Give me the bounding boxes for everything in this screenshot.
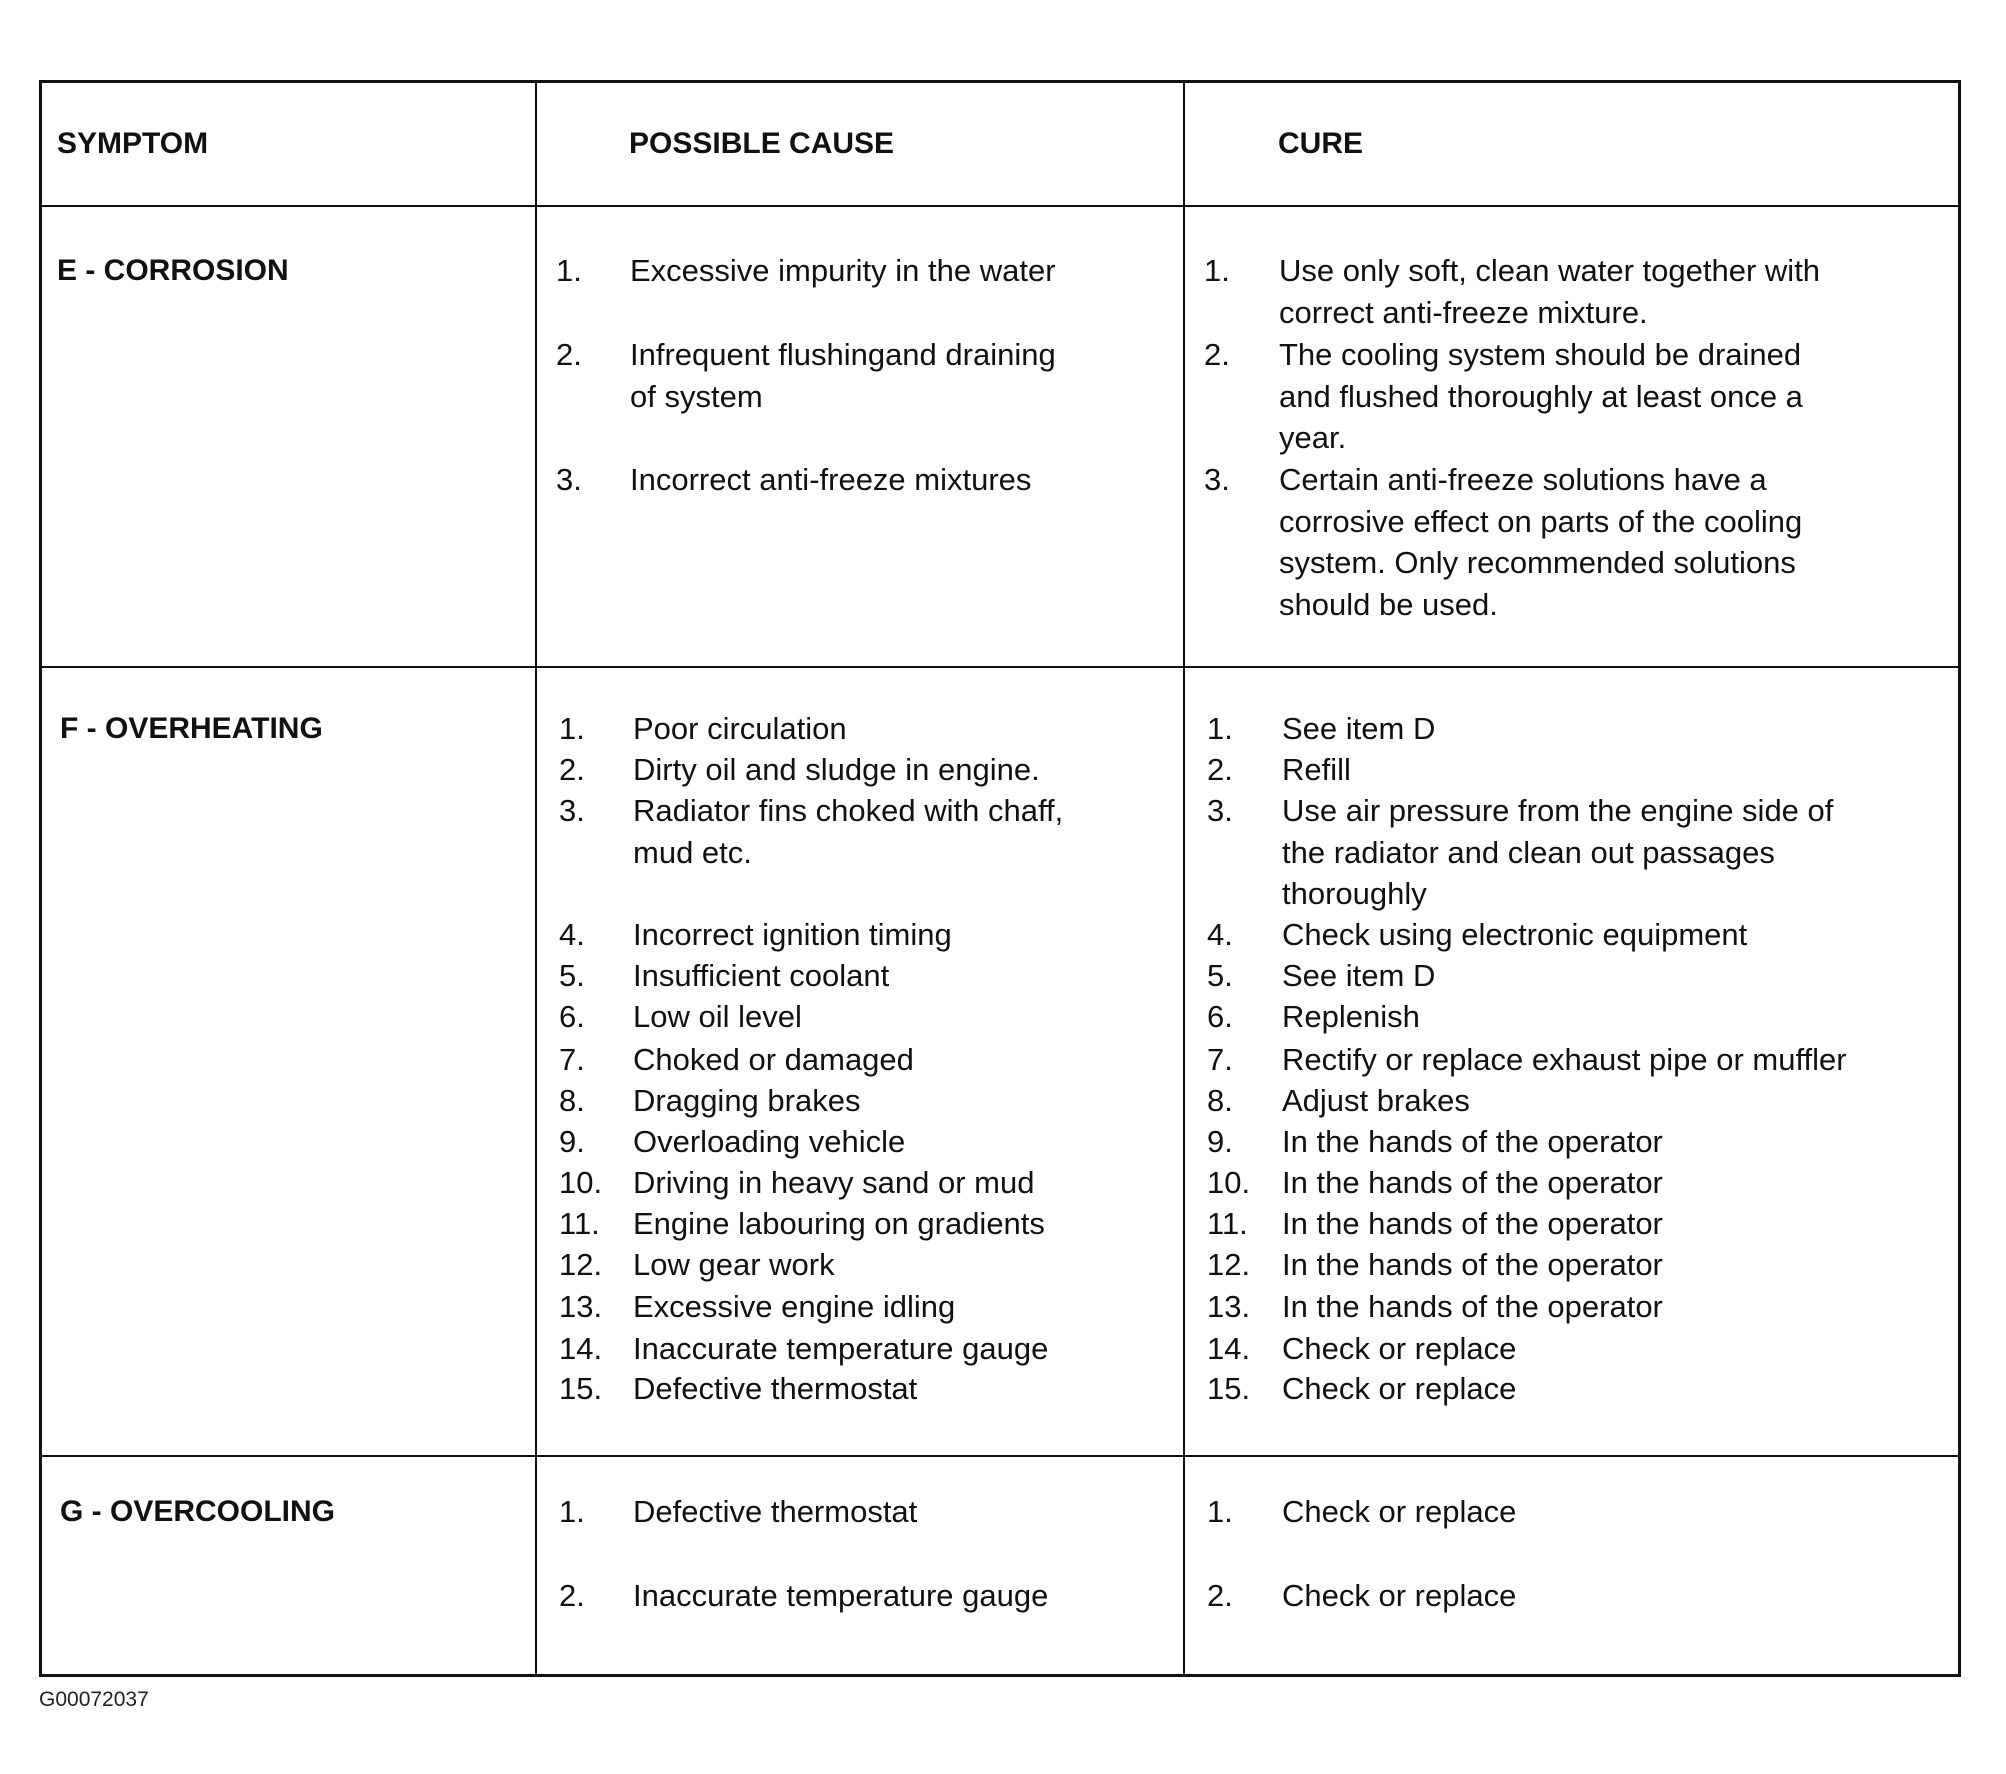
cause-number: 9. — [559, 1124, 585, 1159]
cure-text: Certain anti-freeze solutions have a corrosive effect on parts of the cooling system. Only recommended solutions should be used. — [1279, 462, 1803, 622]
cure-text: Rectify or replace exhaust pipe or muffler — [1282, 1042, 1847, 1077]
cause-text: Dirty oil and sludge in engine. — [633, 752, 1040, 787]
cause-number: 8. — [559, 1083, 585, 1118]
symptom-label: F - OVERHEATING — [60, 712, 323, 745]
cure-number: 3. — [1204, 462, 1230, 497]
cause-text: Incorrect ignition timing — [633, 917, 952, 952]
row-divider — [39, 205, 1961, 207]
cure-number: 2. — [1207, 752, 1233, 787]
cause-text: Overloading vehicle — [633, 1124, 906, 1159]
cure-number: 13. — [1207, 1289, 1251, 1324]
cure-number: 1. — [1207, 1494, 1233, 1529]
cause-number: 12. — [559, 1247, 603, 1282]
cure-text: Adjust brakes — [1282, 1083, 1470, 1118]
cure-number: 6. — [1207, 999, 1233, 1034]
cure-text: In the hands of the operator — [1282, 1165, 1663, 1200]
cure-number: 5. — [1207, 958, 1233, 993]
header-possible-cause: POSSIBLE CAUSE — [629, 127, 895, 160]
symptom-label: E - CORROSION — [57, 254, 289, 287]
cause-number: 1. — [559, 1494, 585, 1529]
cure-number: 1. — [1204, 253, 1230, 288]
cause-text: Low gear work — [633, 1247, 835, 1282]
cure-text: In the hands of the operator — [1282, 1124, 1663, 1159]
cause-number: 2. — [559, 1578, 585, 1613]
cause-number: 3. — [559, 793, 585, 828]
cure-number: 8. — [1207, 1083, 1233, 1118]
cure-text: Check or replace — [1282, 1494, 1517, 1529]
cause-number: 1. — [559, 711, 585, 746]
cure-text: Check or replace — [1282, 1578, 1517, 1613]
cause-text: Infrequent flushingand draining of system — [630, 337, 1056, 414]
figure-id: G00072037 — [39, 1688, 149, 1711]
cure-text: Use air pressure from the engine side of the radiator and clean out passages thoroughly — [1282, 793, 1834, 911]
cure-text: Check or replace — [1282, 1371, 1517, 1406]
cure-text: Use only soft, clean water together with correct anti-freeze mixture. — [1279, 253, 1821, 330]
cause-number: 10. — [559, 1165, 603, 1200]
column-divider — [535, 80, 537, 1677]
cure-text: In the hands of the operator — [1282, 1247, 1663, 1282]
cause-number: 15. — [559, 1371, 603, 1406]
cure-number: 2. — [1207, 1578, 1233, 1613]
cause-text: Radiator fins choked with chaff, mud etc. — [633, 793, 1064, 870]
cause-text: Defective thermostat — [633, 1371, 918, 1406]
cause-text: Inaccurate temperature gauge — [633, 1331, 1049, 1366]
cure-number: 7. — [1207, 1042, 1233, 1077]
cause-text: Engine labouring on gradients — [633, 1206, 1045, 1241]
cause-number: 6. — [559, 999, 585, 1034]
cause-number: 5. — [559, 958, 585, 993]
cure-number: 14. — [1207, 1331, 1251, 1366]
column-divider — [1183, 80, 1185, 1677]
cure-text: See item D — [1282, 958, 1436, 993]
row-divider — [39, 666, 1961, 668]
cause-text: Insufficient coolant — [633, 958, 890, 993]
cure-number: 4. — [1207, 917, 1233, 952]
cure-number: 12. — [1207, 1247, 1251, 1282]
cure-number: 15. — [1207, 1371, 1251, 1406]
cause-number: 7. — [559, 1042, 585, 1077]
cure-text: The cooling system should be drained and flushed thoroughly at least once a year. — [1279, 337, 1803, 455]
cause-number: 2. — [559, 752, 585, 787]
cause-text: Excessive impurity in the water — [630, 253, 1056, 288]
cause-text: Choked or damaged — [633, 1042, 914, 1077]
cause-text: Defective thermostat — [633, 1494, 918, 1529]
cure-number: 1. — [1207, 711, 1233, 746]
cure-number: 9. — [1207, 1124, 1233, 1159]
symptom-label: G - OVERCOOLING — [60, 1495, 336, 1528]
cause-number: 3. — [556, 462, 582, 497]
cause-number: 11. — [559, 1206, 600, 1241]
cause-number: 1. — [556, 253, 582, 288]
cure-number: 3. — [1207, 793, 1233, 828]
cause-number: 14. — [559, 1331, 603, 1366]
cure-number: 2. — [1204, 337, 1230, 372]
cause-text: Dragging brakes — [633, 1083, 861, 1118]
cause-text: Inaccurate temperature gauge — [633, 1578, 1049, 1613]
row-divider — [39, 1455, 1961, 1457]
cure-number: 11. — [1207, 1206, 1248, 1241]
cause-text: Incorrect anti-freeze mixtures — [630, 462, 1032, 497]
cause-number: 2. — [556, 337, 582, 372]
cure-text: Check using electronic equipment — [1282, 917, 1748, 952]
cure-text: In the hands of the operator — [1282, 1289, 1663, 1324]
cause-text: Driving in heavy sand or mud — [633, 1165, 1035, 1200]
cure-text: Replenish — [1282, 999, 1420, 1034]
cause-text: Excessive engine idling — [633, 1289, 956, 1324]
cure-text: See item D — [1282, 711, 1436, 746]
header-symptom: SYMPTOM — [57, 127, 209, 160]
cause-number: 4. — [559, 917, 585, 952]
cause-number: 13. — [559, 1289, 603, 1324]
header-cure: CURE — [1278, 127, 1364, 160]
cause-text: Poor circulation — [633, 711, 847, 746]
cure-text: Refill — [1282, 752, 1351, 787]
cure-text: In the hands of the operator — [1282, 1206, 1663, 1241]
cure-text: Check or replace — [1282, 1331, 1517, 1366]
cause-text: Low oil level — [633, 999, 802, 1034]
cure-number: 10. — [1207, 1165, 1251, 1200]
